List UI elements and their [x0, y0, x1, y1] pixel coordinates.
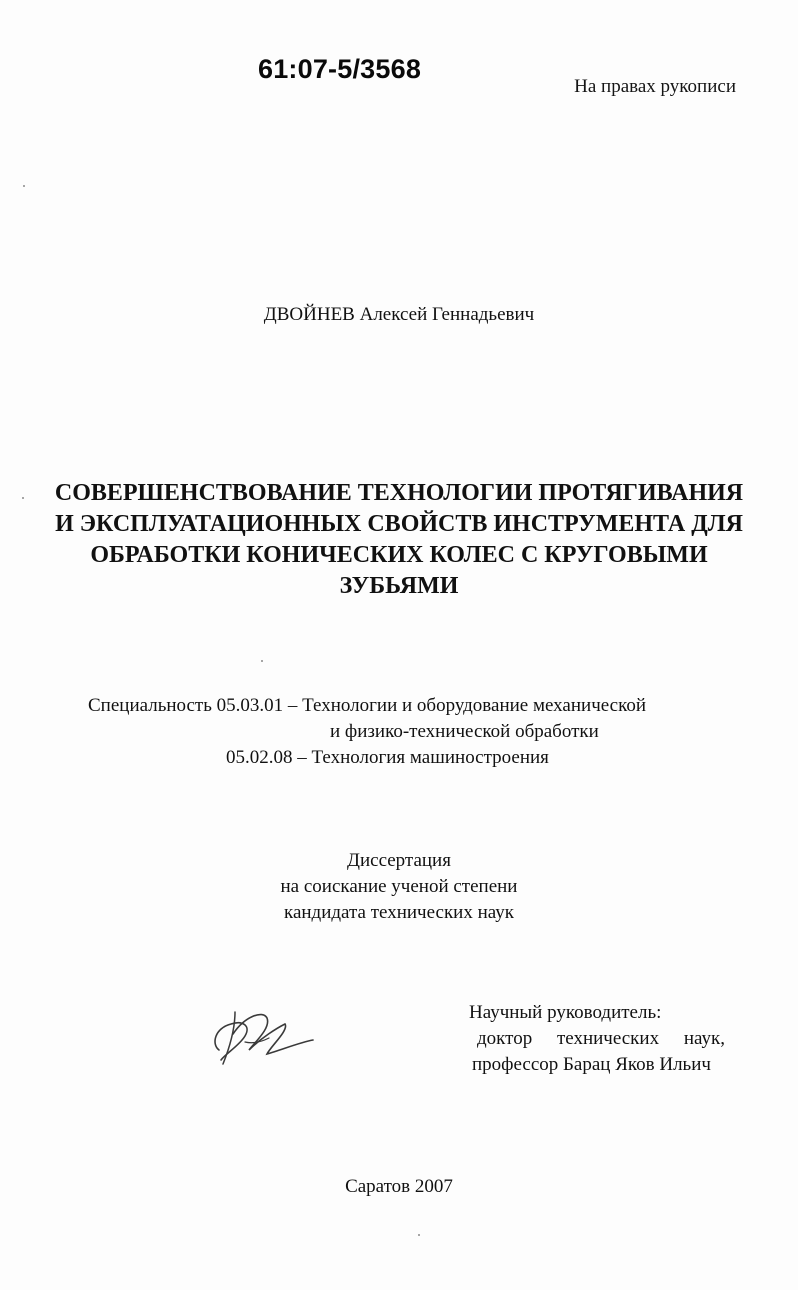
- scan-speck: [22, 497, 24, 499]
- title-line: СОВЕРШЕНСТВОВАНИЕ ТЕХНОЛОГИИ ПРОТЯГИВАНИЯ: [54, 480, 744, 506]
- degree-line-2: на соискание ученой степени: [280, 876, 518, 897]
- supervisor-degree-word: технических: [556, 1028, 660, 1049]
- title-line: И ЭКСПЛУАТАЦИОННЫХ СВОЙСТВ ИНСТРУМЕНТА ДЛЯ: [55, 511, 743, 537]
- call-number-stamp: 61:07-5/3568: [258, 54, 422, 84]
- degree-block: [0, 848, 798, 926]
- supervisor-name-line: профессор Барац Яков Ильич: [472, 1054, 711, 1075]
- title-line: ОБРАБОТКИ КОНИЧЕСКИХ КОЛЕС С КРУГОВЫМИ: [90, 542, 708, 568]
- rights-note: На правах рукописи: [574, 76, 736, 97]
- specialty-line-1: Специальность 05.03.01 – Технологии и оборудование механической: [88, 695, 647, 716]
- specialty-line-2: и физико-технической обработки: [330, 721, 599, 742]
- author-name: ДВОЙНЕВ Алексей Геннадьевич: [263, 304, 535, 325]
- specialty-block: [88, 693, 646, 771]
- scan-speck: [261, 660, 263, 662]
- supervisor-degree-line: [469, 1026, 725, 1052]
- specialty-line-3: 05.02.08 – Технология машиностроения: [226, 747, 549, 768]
- supervisor-heading: Научный руководитель:: [469, 1002, 662, 1023]
- title-line: ЗУБЬЯМИ: [339, 573, 459, 599]
- degree-line-3: кандидата технических наук: [284, 902, 514, 923]
- dissertation-title: [20, 478, 778, 602]
- supervisor-degree-word: наук,: [683, 1028, 725, 1049]
- scan-speck: [418, 1234, 420, 1236]
- supervisor-degree-word: доктор: [477, 1028, 533, 1049]
- city-year: Саратов 2007: [345, 1176, 453, 1197]
- handwritten-signature: [205, 998, 325, 1070]
- supervisor-block: [469, 1000, 725, 1078]
- scan-speck: [23, 185, 25, 187]
- degree-line-1: Диссертация: [347, 850, 451, 871]
